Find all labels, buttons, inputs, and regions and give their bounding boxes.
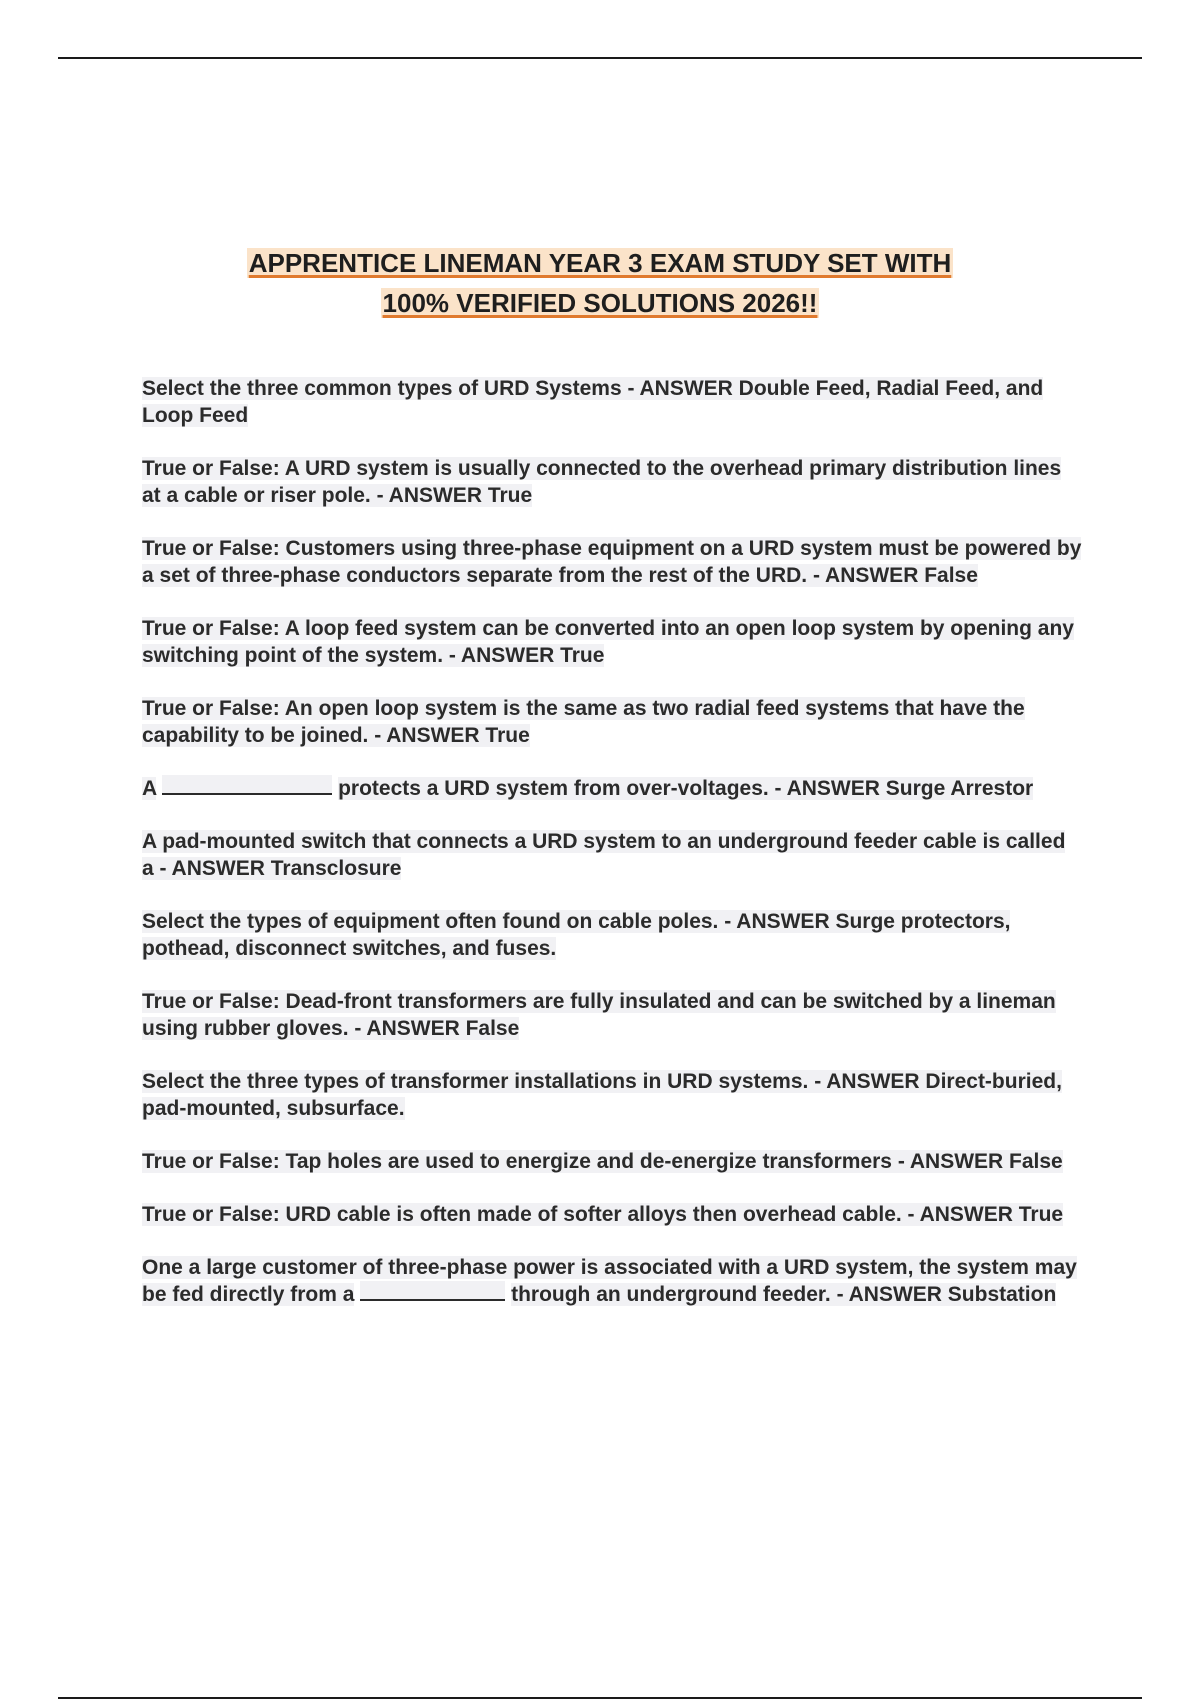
qa-text: Select the three types of transformer installations in URD systems. - ANSWER Direct-buried, pad-mounted, subsurface. bbox=[142, 1070, 1062, 1120]
qa-item bbox=[142, 828, 1082, 882]
qa-text: True or False: Tap holes are used to energize and de-energize transformers - ANSWER False bbox=[142, 1150, 1063, 1173]
qa-text: True or False: URD cable is often made of softer alloys then overhead cable. - ANSWER True bbox=[142, 1203, 1064, 1226]
title-line-2: 100% VERIFIED SOLUTIONS 2026!! bbox=[382, 288, 818, 318]
qa-text: True or False: Customers using three-phase equipment on a URD system must be powered by a set of three-phase conductors separate from the rest of the URD. - ANSWER False bbox=[142, 537, 1082, 587]
qa-item bbox=[142, 1148, 1082, 1175]
qa-list bbox=[142, 375, 1082, 1334]
qa-text: True or False: A URD system is usually connected to the overhead primary distribution lines at a cable or riser pole. - ANSWER True bbox=[142, 457, 1062, 507]
qa-text: True or False: An open loop system is the same as two radial feed systems that have the capability to be joined. - ANSWER True bbox=[142, 697, 1025, 747]
footer-rule bbox=[58, 1697, 1142, 1699]
fill-in-blank bbox=[360, 1281, 505, 1301]
qa-text: Select the three common types of URD Systems - ANSWER Double Feed, Radial Feed, and Loop Feed bbox=[142, 377, 1044, 427]
qa-item bbox=[142, 695, 1082, 749]
document-title bbox=[120, 243, 1080, 323]
qa-item bbox=[142, 775, 1082, 802]
qa-item bbox=[142, 1068, 1082, 1122]
qa-text: True or False: Dead-front transformers are fully insulated and can be switched by a lineman using rubber gloves. - ANSWER False bbox=[142, 990, 1056, 1040]
qa-text: Select the types of equipment often found on cable poles. - ANSWER Surge protectors, pothead, disconnect switches, and fuses. bbox=[142, 910, 1011, 960]
qa-item bbox=[142, 455, 1082, 509]
qa-item bbox=[142, 1254, 1082, 1308]
qa-text-before-blank: A bbox=[142, 777, 157, 800]
qa-text-after-blank: protects a URD system from over-voltages. - ANSWER Surge Arrestor bbox=[338, 777, 1034, 800]
qa-item bbox=[142, 1201, 1082, 1228]
qa-item bbox=[142, 988, 1082, 1042]
qa-item bbox=[142, 375, 1082, 429]
qa-text-after-blank: through an underground feeder. - ANSWER Substation bbox=[511, 1283, 1057, 1306]
qa-item bbox=[142, 535, 1082, 589]
qa-text-before-blank: One a large customer of three-phase power is associated with a URD system, the system may be fed directly from a bbox=[142, 1256, 1077, 1306]
title-line-1: APPRENTICE LINEMAN YEAR 3 EXAM STUDY SET WITH bbox=[248, 248, 952, 278]
header-rule bbox=[58, 57, 1142, 59]
qa-text: True or False: A loop feed system can be converted into an open loop system by opening any switching point of the system. - ANSWER True bbox=[142, 617, 1074, 667]
fill-in-blank bbox=[162, 775, 332, 795]
qa-text: A pad-mounted switch that connects a URD system to an underground feeder cable is called a - ANSWER Transclosure bbox=[142, 830, 1066, 880]
qa-item bbox=[142, 908, 1082, 962]
qa-item bbox=[142, 615, 1082, 669]
